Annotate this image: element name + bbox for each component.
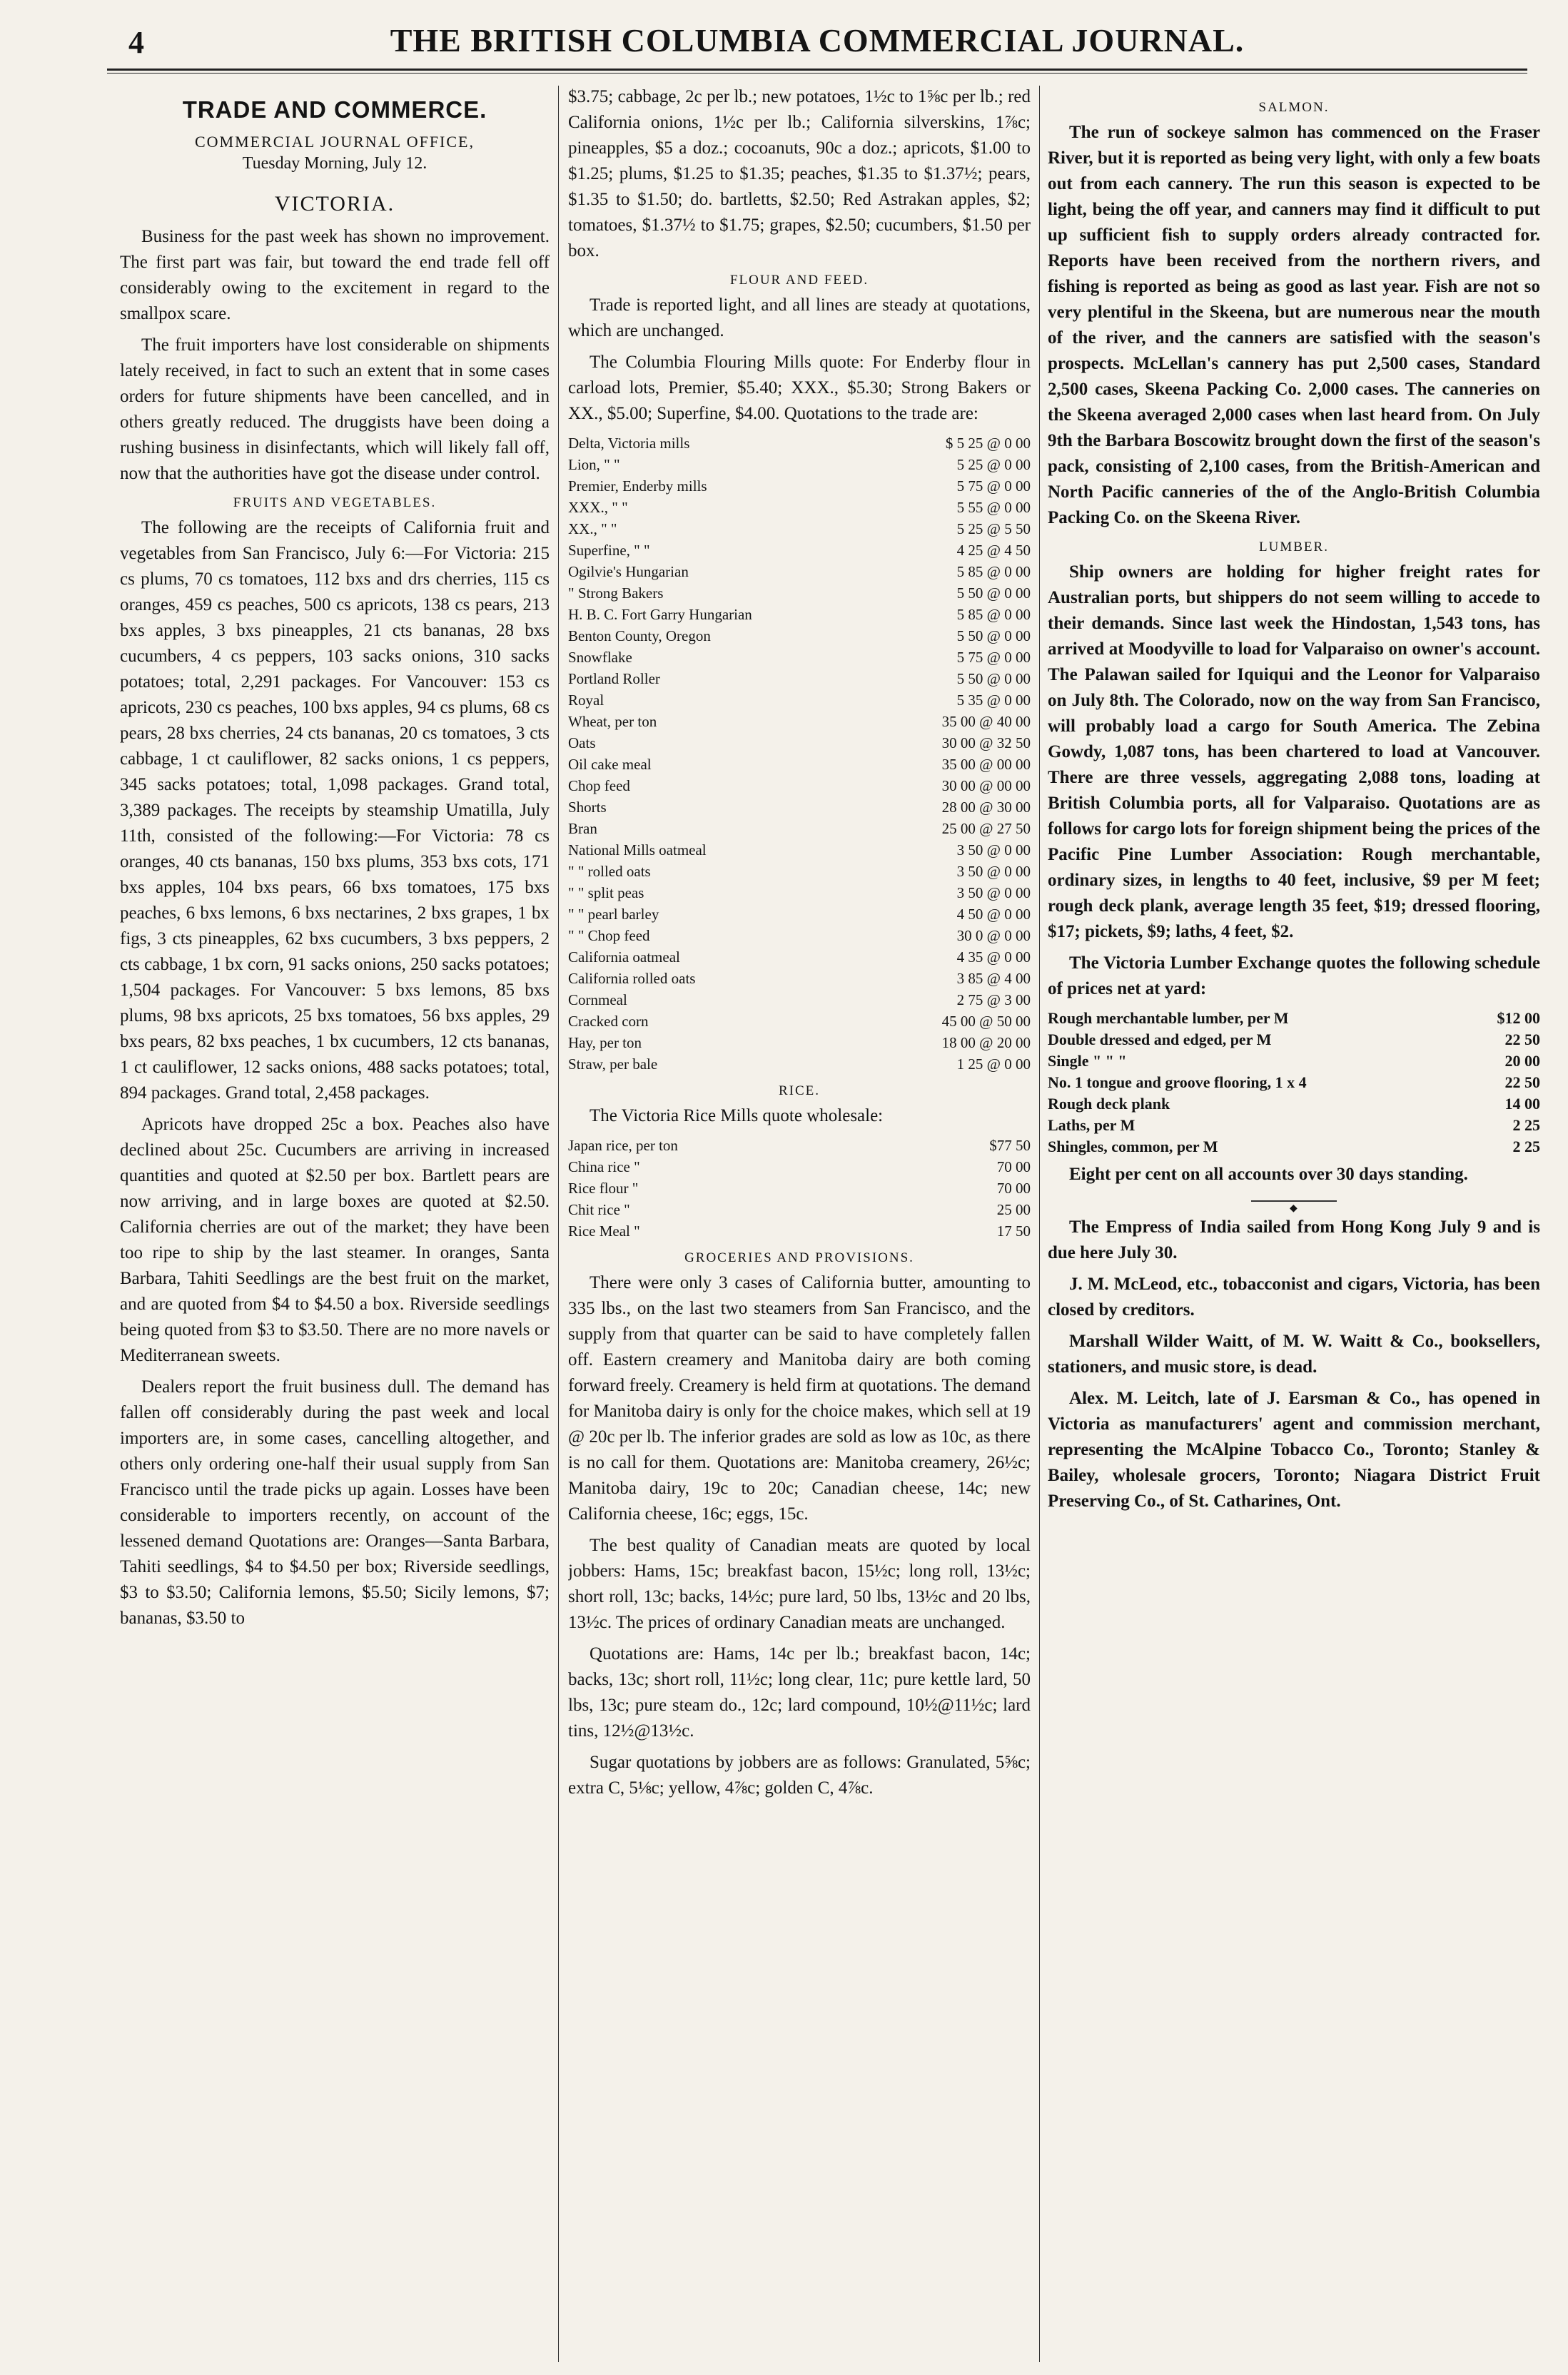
quote-row xyxy=(568,989,1031,1011)
quote-row xyxy=(568,882,1031,903)
quote-price: 5 55 @ 0 00 xyxy=(956,499,1031,516)
subhead-lumber: LUMBER. xyxy=(1259,540,1329,554)
quote-item: Double dressed and edged, per M xyxy=(1048,1030,1272,1048)
paragraph: Ship owners are holding for higher freight rates for Australian ports, but shippers do not seem willing to accede to their demands. Since last week the Hindostan, 1,543 tons, has arrived at Moodyville to load for Valparaiso on owner's account. The Palawan sailed for Iquiqui and the Leonor for Valparaiso on July 8th. The Colorado, now on the way from San Francisco, will probably load a cargo for South America. The Zebina Gowdy, 1,087 tons, has been chartered to load at Vancouver. There are three vessels, aggregating 2,088 tons, loading at British Columbia ports, all for Valparaiso. Quotations are as follows for cargo lots for foreign shipment being the prices of the Pacific Pine Lumber Association: Rough merchantable, ordinary sizes, in lengths to 40 feet, inclusive, $9 per M feet; rough deck plank, average length 35 feet, $19; dressed flooring, $17; pickets, $9; laths, 4 feet, $2. xyxy=(1048,562,1540,941)
quote-price: 17 50 xyxy=(996,1222,1031,1240)
quote-price: 30 00 @ 00 00 xyxy=(941,777,1031,794)
quote-item: Oats xyxy=(568,734,596,751)
quote-item: Bran xyxy=(568,820,597,837)
paragraph: Sugar quotations by jobbers are as follows: Granulated, 5⅝c; extra C, 5⅛c; yellow, 4⅞c; golden C, 4⅞c. xyxy=(568,1753,1031,1798)
quote-price: 5 75 @ 0 00 xyxy=(956,477,1031,495)
quote-price: 35 00 @ 40 00 xyxy=(941,713,1031,730)
quote-row xyxy=(568,1199,1031,1220)
quote-row xyxy=(1048,1115,1540,1136)
quote-item: Shingles, common, per M xyxy=(1048,1138,1218,1155)
paragraph: Eight per cent on all accounts over 30 days standing. xyxy=(1069,1165,1468,1184)
quote-row xyxy=(568,540,1031,561)
quote-row xyxy=(568,925,1031,946)
flour-quote-table xyxy=(568,432,1031,1075)
divider-diamond-icon: ◆ xyxy=(1290,1203,1298,1214)
quote-item: Cracked corn xyxy=(568,1013,649,1030)
quote-price: 4 35 @ 0 00 xyxy=(956,948,1031,966)
paragraph: The Victoria Lumber Exchange quotes the following schedule of prices net at yard: xyxy=(1048,953,1540,998)
quote-price: 20 00 xyxy=(1504,1052,1540,1070)
paragraph: J. M. McLeod, etc., tobacconist and cigars, Victoria, has been closed by creditors. xyxy=(1048,1275,1540,1320)
quote-row xyxy=(568,647,1031,668)
quote-row xyxy=(568,1135,1031,1156)
quote-item: Superfine, " " xyxy=(568,542,650,559)
paragraph: Alex. M. Leitch, late of J. Earsman & Co., has opened in Victoria as manufacturers' agent and commission merchant, representing the McAlpine Tobacco Co., Toronto; Stanley & Bailey, wholesale grocers, Toronto; Niagara District Fruit Preserving Co., of St. Catharines, Ont. xyxy=(1048,1389,1540,1511)
column-2 xyxy=(568,84,1031,2361)
quote-item: Single " " " xyxy=(1048,1052,1127,1070)
column-divider xyxy=(1039,86,1040,2362)
quote-row xyxy=(568,732,1031,754)
quote-item: Delta, Victoria mills xyxy=(568,435,690,452)
city-heading: VICTORIA. xyxy=(274,192,395,216)
page-header xyxy=(107,20,1527,60)
paragraph: Business for the past week has shown no improvement. The first part was fair, but toward the end trade fell off considerably owing to the excitement in regard to the smallpox scare. xyxy=(120,227,550,323)
quote-item: Royal xyxy=(568,692,605,709)
quote-item: Shorts xyxy=(568,799,607,816)
quote-row xyxy=(568,625,1031,647)
quote-item: Lion, " " xyxy=(568,456,620,473)
quote-row xyxy=(568,839,1031,861)
paragraph: Dealers report the fruit business dull. The demand has fallen off considerably during the past week and local importers are, in some cases, cancelling altogether, and others only ordering one-half their usual supply from San Francisco until the trade picks up again. Losses have been considerable to importers recently, on account of the lessened demand Quotations are: Oranges—Santa Barbara, Tahiti seedlings, $4 to $4.50 per box; Riverside seedlings, $3 to $3.50; California lemons, $5.50; Sicily lemons, $7; bananas, $3.50 to xyxy=(120,1377,550,1628)
quote-row xyxy=(1048,1093,1540,1115)
quote-item: Wheat, per ton xyxy=(568,713,657,730)
quote-row xyxy=(568,1032,1031,1053)
quote-price: 14 00 xyxy=(1504,1095,1540,1113)
quote-item: Rough merchantable lumber, per M xyxy=(1048,1009,1289,1027)
quote-price: 25 00 xyxy=(996,1201,1031,1218)
quote-item: Cornmeal xyxy=(568,991,627,1008)
quote-row xyxy=(568,689,1031,711)
quote-item: " " rolled oats xyxy=(568,863,651,880)
column-3 xyxy=(1048,84,1540,2361)
quote-price: 45 00 @ 50 00 xyxy=(941,1013,1031,1030)
quote-price: 70 00 xyxy=(996,1180,1031,1197)
quote-item: Straw, per bale xyxy=(568,1055,658,1073)
section-divider xyxy=(1251,1200,1337,1214)
paragraph: The Victoria Rice Mills quote wholesale: xyxy=(590,1106,884,1125)
quote-item: Benton County, Oregon xyxy=(568,627,711,644)
quote-item: Snowflake xyxy=(568,649,632,666)
quote-item: H. B. C. Fort Garry Hungarian xyxy=(568,606,752,623)
quote-price: 5 50 @ 0 00 xyxy=(956,584,1031,602)
quote-item: No. 1 tongue and groove flooring, 1 x 4 xyxy=(1048,1073,1307,1091)
quote-item: " " pearl barley xyxy=(568,906,659,923)
quote-row xyxy=(1048,1029,1540,1050)
paragraph: The following are the receipts of California fruit and vegetables from San Francisco, July 6:—For Victoria: 215 cs plums, 70 cs tomatoes, 112 bxs and drs cherries, 115 cs oranges, 459 cs peaches, 500 cs apricots, 138 cs pears, 213 bxs apples, 3 bxs pineapples, 21 cts bananas, 28 bxs cucumbers, 4 cs peppers, 103 sacks onions, 310 sacks potatoes; total, 2,291 packages. For Vancouver: 153 cs apricots, 230 cs peaches, 100 bxs apples, 94 cs plums, 68 cs pears, 28 bxs cherries, 24 cts bananas, 20 cs tomatoes, 3 cts cabbage, 1 ct cauliflower, 82 sacks onions, 1 cs peppers, 345 sacks potatoes; total, 1,098 packages. Grand total, 3,389 packages. The receipts by steamship Umatilla, July 11th, consisted of the following:—For Victoria: 78 cs oranges, 40 cts bananas, 150 bxs plums, 353 bxs cots, 171 bxs apples, 104 bxs pears, 66 bxs tomatoes, 175 bxs peaches, 6 bxs lemons, 6 bxs nectarines, 2 bxs grapes, 1 bx figs, 3 cts pineapples, 62 bxs cucumbers, 3 bxs peppers, 2 cts cabbage, 1 bx corn, 91 sacks onions, 250 sacks potatoes; 1,504 packages. For Vancouver: 5 bxs lemons, 85 bxs plums, 98 bxs apricots, 25 bxs tomatoes, 56 bxs apples, 29 bxs pears, 82 bxs peaches, 1 bx cucumbers, 12 cts bananas, 1 ct cauliflower, 12 sacks onions, 488 sacks potatoes; total, 894 packages. Grand total, 2,458 packages. xyxy=(120,518,550,1103)
quote-price: 3 85 @ 4 00 xyxy=(956,970,1031,987)
quote-row xyxy=(568,432,1031,454)
paragraph: Quotations are: Hams, 14c per lb.; breakfast bacon, 14c; backs, 13c; short roll, 11½c; long clear, 11c; pure kettle lard, 50 lbs, 13c; pure steam do., 12c; lard compound, 10½@11½c; lard tins, 12½@13½c. xyxy=(568,1644,1031,1741)
office-line: COMMERCIAL JOURNAL OFFICE, xyxy=(194,133,475,151)
quote-row xyxy=(568,903,1031,925)
quote-item: California rolled oats xyxy=(568,970,696,987)
subhead-groceries: GROCERIES AND PROVISIONS. xyxy=(684,1250,914,1265)
quote-row xyxy=(1048,1050,1540,1072)
quote-price: 4 50 @ 0 00 xyxy=(956,906,1031,923)
paragraph: Trade is reported light, and all lines are steady at quotations, which are unchanged. xyxy=(568,295,1031,340)
quote-price: $77 50 xyxy=(989,1137,1031,1154)
quote-item: Chop feed xyxy=(568,777,630,794)
quote-price: 25 00 @ 27 50 xyxy=(941,820,1031,837)
quote-price: 4 25 @ 4 50 xyxy=(956,542,1031,559)
quote-row xyxy=(568,946,1031,968)
quote-row xyxy=(568,1011,1031,1032)
quote-row xyxy=(1048,1008,1540,1029)
quote-price: 3 50 @ 0 00 xyxy=(956,884,1031,901)
quote-price: 5 50 @ 0 00 xyxy=(956,627,1031,644)
quote-item: Premier, Enderby mills xyxy=(568,477,707,495)
page-number: 4 xyxy=(128,25,144,60)
paragraph: Apricots have dropped 25c a box. Peaches also have declined about 25c. Cucumbers are arriving in increased quantities and quoted at $2.50 per box. Bartlett pears are now arriving, and in large boxes are quoted at $2.50. California cherries are out of the market; they have been too ripe to ship by the last steamer. In oranges, Santa Barbara, Tahiti Seedlings are the best fruit on the market, and are quoted from $4 to $4.50 a box. Riverside seedlings being quoted from $3 to $3.50. There are no more navels or Mediterranean sweets. xyxy=(120,1115,550,1365)
quote-row xyxy=(568,1156,1031,1178)
quote-item: Chit rice " xyxy=(568,1201,630,1218)
subhead-salmon: SALMON. xyxy=(1258,100,1330,115)
quote-row xyxy=(1048,1072,1540,1093)
quote-price: 5 25 @ 0 00 xyxy=(956,456,1031,473)
quote-price: 5 85 @ 0 00 xyxy=(956,606,1031,623)
quote-price: 35 00 @ 00 00 xyxy=(941,756,1031,773)
quote-row xyxy=(568,968,1031,989)
quote-price: 5 50 @ 0 00 xyxy=(956,670,1031,687)
quote-item: Oil cake meal xyxy=(568,756,652,773)
header-rule xyxy=(107,69,1527,74)
quote-price: 5 85 @ 0 00 xyxy=(956,563,1031,580)
quote-item: Rice Meal " xyxy=(568,1222,640,1240)
quote-item: National Mills oatmeal xyxy=(568,841,707,859)
paragraph: There were only 3 cases of California butter, amounting to 335 lbs., on the last two steamers from San Francisco, and the supply from that quarter can be said to have completely fallen off. Eastern creamery and Manitoba dairy are both coming forward freely. Creamery is held firm at quotations. The demand for Manitoba dairy is only for the choice makes, which sell at 19 @ 20c per lb. The inferior grades are sold as low as 10c, as there is no call for them. Quotations are: Manitoba creamery, 26½c; Manitoba dairy, 19c to 20c; Canadian cheese, 14c; new California cheese, 16c; eggs, 15c. xyxy=(568,1273,1031,1524)
quote-item: Hay, per ton xyxy=(568,1034,642,1051)
quote-row xyxy=(568,1053,1031,1075)
paragraph: The run of sockeye salmon has commenced on the Fraser River, but it is reported as being very light, with only a few boats out from each cannery. The run this season is expected to be light, being the off year, and canners may find it difficult to put up sufficient fish to supply orders already contracted for. Reports have been received from the northern rivers, and fishing is reported as being as good as last year. Fish are not so very plentiful in the Skeena, but are numerous near the mouth of the river, and the canners are satisfied with the season's prospects. McLellan's cannery has put 2,500 cases, Standard 2,500 cases, Skeena Packing Co. 2,000 cases. The canneries on the Skeena averaged 2,000 cases when last heard from. On July 9th the Barbara Boscowitz brought down the first of the season's pack, consisting of 2,100 cases, from the British-American and North Pacific canneries of the of the Anglo-British Columbia Packing Co. on the Skeena River. xyxy=(1048,123,1540,527)
quote-price: 3 50 @ 0 00 xyxy=(956,841,1031,859)
quote-price: 2 25 xyxy=(1512,1116,1540,1134)
quote-price: $ 5 25 @ 0 00 xyxy=(945,435,1031,452)
quote-row xyxy=(568,454,1031,475)
quote-item: Ogilvie's Hungarian xyxy=(568,563,689,580)
quote-row xyxy=(568,711,1031,732)
quote-row xyxy=(1048,1136,1540,1158)
quote-row xyxy=(568,775,1031,796)
quote-price: 2 25 xyxy=(1512,1138,1540,1155)
quote-item: Japan rice, per ton xyxy=(568,1137,678,1154)
quote-row xyxy=(568,497,1031,518)
quote-price: 5 35 @ 0 00 xyxy=(956,692,1031,709)
quote-row xyxy=(568,818,1031,839)
quote-row xyxy=(568,561,1031,582)
quote-item: " " Chop feed xyxy=(568,927,650,944)
quote-item: Rice flour " xyxy=(568,1180,639,1197)
quote-row xyxy=(568,475,1031,497)
quote-row xyxy=(568,668,1031,689)
rice-quote-table xyxy=(568,1135,1031,1242)
quote-price: 30 0 @ 0 00 xyxy=(956,927,1031,944)
quote-row xyxy=(568,582,1031,604)
paragraph: The Columbia Flouring Mills quote: For Enderby flour in carload lots, Premier, $5.40; XXX., $5.30; Strong Bakers or XX., $5.00; Superfine, $4.00. Quotations to the trade are: xyxy=(568,353,1031,423)
quote-price: 30 00 @ 32 50 xyxy=(941,734,1031,751)
quote-row xyxy=(568,796,1031,818)
paragraph: The best quality of Canadian meats are quoted by local jobbers: Hams, 15c; breakfast bacon, 15½c; long roll, 13½c; short roll, 13c; backs, 14½c; pure lard, 50 lbs, 13½c and 20 lbs, 13½c. The prices of ordinary Canadian meats are unchanged. xyxy=(568,1536,1031,1632)
quote-price: 1 25 @ 0 00 xyxy=(956,1055,1031,1073)
column-1 xyxy=(120,84,550,2361)
quote-price: 5 75 @ 0 00 xyxy=(956,649,1031,666)
quote-item: " " split peas xyxy=(568,884,644,901)
quote-price: $12 00 xyxy=(1497,1009,1540,1027)
quote-price: 2 75 @ 3 00 xyxy=(956,991,1031,1008)
dateline: Tuesday Morning, July 12. xyxy=(242,154,428,173)
subhead-fruits: FRUITS AND VEGETABLES. xyxy=(233,495,437,510)
quote-row xyxy=(568,1178,1031,1199)
quote-row xyxy=(568,754,1031,775)
quote-row xyxy=(568,1220,1031,1242)
subhead-flour: FLOUR AND FEED. xyxy=(729,273,869,288)
paragraph: Marshall Wilder Waitt, of M. W. Waitt & Co., booksellers, stationers, and music store, is dead. xyxy=(1048,1332,1540,1377)
quote-row xyxy=(568,604,1031,625)
quote-item: Portland Roller xyxy=(568,670,660,687)
quote-item: " Strong Bakers xyxy=(568,584,664,602)
journal-title: THE BRITISH COLUMBIA COMMERCIAL JOURNAL. xyxy=(390,22,1245,59)
quote-item: California oatmeal xyxy=(568,948,680,966)
quote-item: Laths, per M xyxy=(1048,1116,1135,1134)
section-title: TRADE AND COMMERCE. xyxy=(182,96,487,123)
quote-price: 22 50 xyxy=(1504,1030,1540,1048)
quote-price: 3 50 @ 0 00 xyxy=(956,863,1031,880)
paragraph: $3.75; cabbage, 2c per lb.; new potatoes, 1½c to 1⅝c per lb.; red California onions, 1½c per lb.; California silverskins, 1⅞c; pineapples, $5 a doz.; cocoanuts, 90c a doz.; apricots, $1.00 to $1.25; plums, $1.25 to $1.35; peaches, $1.35 to $1.37½; pears, $1.35 to $1.50; do. bartletts, $2.50; Red Astrakan apples, $2; tomatoes, $1.37½ to $1.75; grapes, $2.50; cucumbers, $1.50 per box. xyxy=(568,87,1031,260)
quote-price: 5 25 @ 5 50 xyxy=(956,520,1031,537)
paragraph: The Empress of India sailed from Hong Kong July 9 and is due here July 30. xyxy=(1048,1217,1540,1262)
quote-row xyxy=(568,861,1031,882)
quote-price: 70 00 xyxy=(996,1158,1031,1175)
column-divider xyxy=(558,86,559,2362)
lumber-quote-table xyxy=(1048,1008,1540,1158)
quote-item: XXX., " " xyxy=(568,499,628,516)
quote-row xyxy=(568,518,1031,540)
quote-item: Rough deck plank xyxy=(1048,1095,1170,1113)
quote-price: 28 00 @ 30 00 xyxy=(941,799,1031,816)
paragraph: The fruit importers have lost considerable on shipments lately received, in fact to such an extent that in some cases orders for future shipments have been cancelled, and in others greatly reduced. The druggists have been doing a rushing business in disinfectants, which will likely fall off, now that the authorities have got the disease under control. xyxy=(120,335,550,483)
quote-item: XX., " " xyxy=(568,520,617,537)
quote-price: 18 00 @ 20 00 xyxy=(941,1034,1031,1051)
quote-price: 22 50 xyxy=(1504,1073,1540,1091)
quote-item: China rice " xyxy=(568,1158,640,1175)
subhead-rice: RICE. xyxy=(778,1083,821,1098)
